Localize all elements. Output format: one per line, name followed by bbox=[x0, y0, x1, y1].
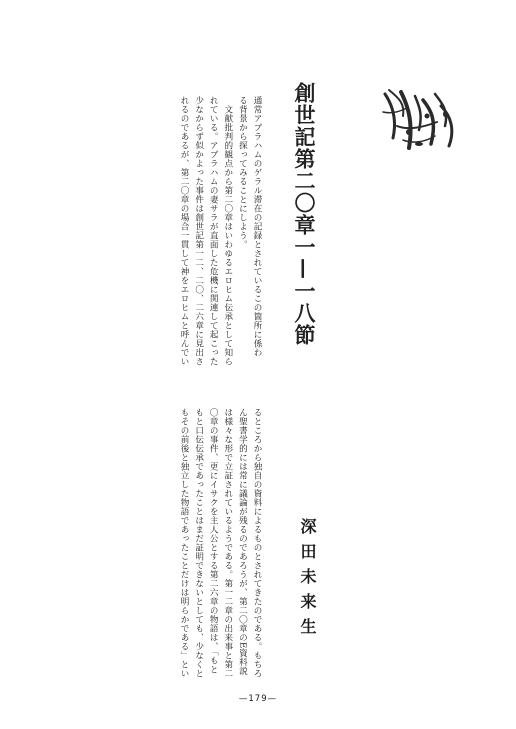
article-title: 創世記第二〇章一—一八節 bbox=[292, 82, 317, 346]
body-text-upper: 通常アブラハムのゲラル滞在の記録とされているこの箇所に係わ る背景から探ってみることにしよう。 文献批判的観点から第二〇章はいわゆるエロヒム伝承として知ら れている。アブラハムの妻サラが直面した危機に関連して起こった 少なからず似かよった事件は創世記第一二、二〇、二六章に見出さ れるのであるが、第二〇章の場合一貫して神をエロヒムと呼んでい bbox=[179, 96, 262, 366]
page-number: —179— bbox=[238, 694, 278, 704]
body-text-lower: るところから独自の資料によるものとされてきたのである。もちろ ん聖書学的には常に議論が残るのであろうが、第二〇章のE資料説 は様々な形で立証されているようである。第一二章の出来事と第二 〇章の事件、更にイサクを主人公とする第二六章の物語は、「もと もと口伝伝承であったことはまだ証明できないとしても、少なくと もその前後と独立した物語であったことだけは明らかである」とい bbox=[179, 408, 262, 678]
article-author: 深田未来生 bbox=[298, 518, 317, 643]
calligraphic-emblem-icon bbox=[379, 86, 459, 154]
